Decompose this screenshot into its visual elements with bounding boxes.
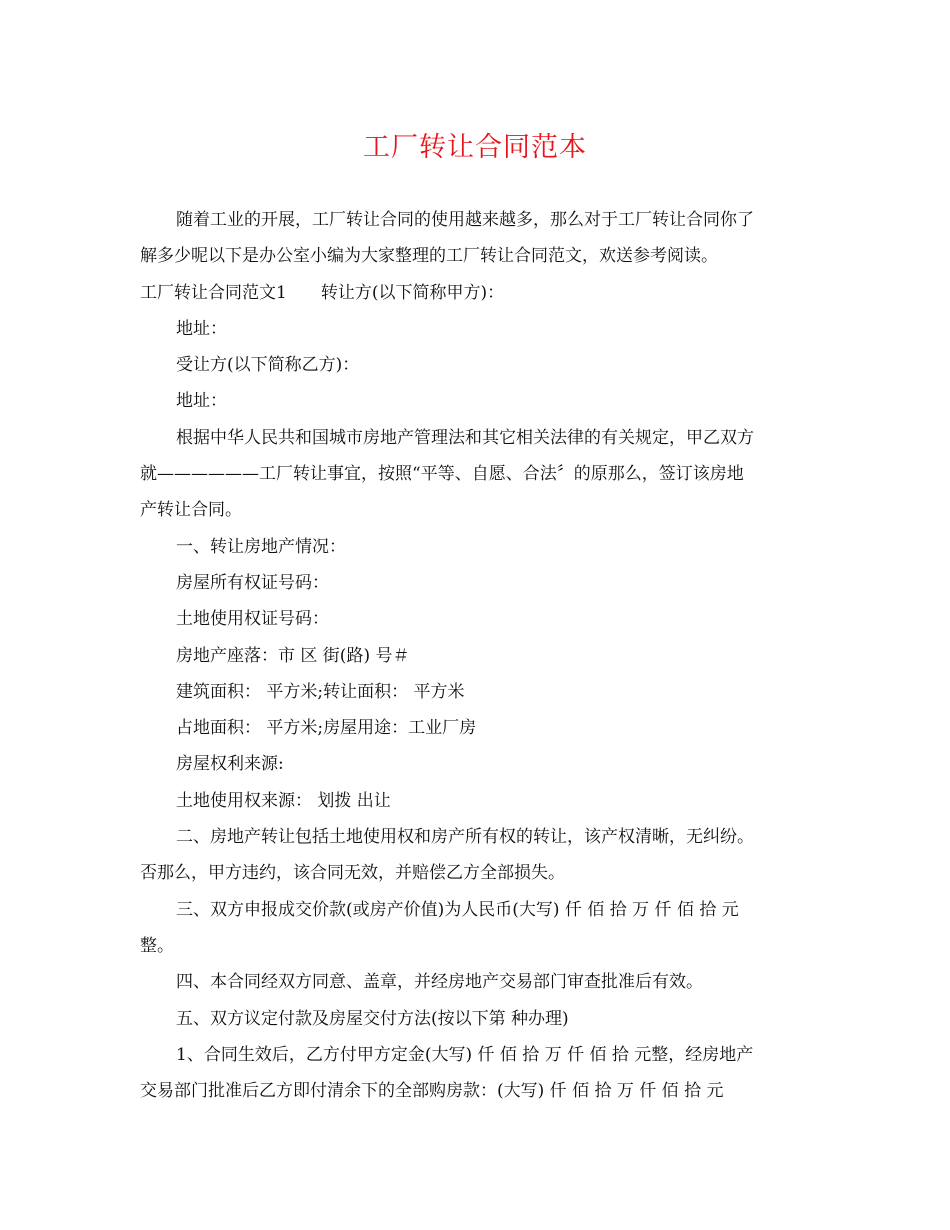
paragraph-line: 产转让合同。 bbox=[140, 500, 242, 521]
paragraph-line: 就——————工厂转让事宜，按照“平等、自愿、合法〞的原那么，签订该房地 bbox=[140, 464, 744, 485]
paragraph-line: 土地使用权来源： 划拨 出让 bbox=[176, 790, 391, 811]
paragraph-line: 一、转让房地产情况： bbox=[176, 536, 346, 557]
paragraph-line: 整。 bbox=[140, 935, 174, 956]
paragraph-line: 受让方(以下简称乙方)： bbox=[176, 355, 360, 376]
document-title: 工厂转让合同范本 bbox=[363, 132, 587, 163]
section-heading: 工厂转让合同范文1 bbox=[140, 282, 287, 303]
paragraph-line: 四、本合同经双方同意、盖章，并经房地产交易部门审查批准后有效。 bbox=[176, 972, 703, 993]
paragraph-line: 交易部门批准后乙方即付清余下的全部购房款：(大写) 仟 佰 拾 万 仟 佰 拾 元 bbox=[140, 1081, 724, 1102]
paragraph-line: 解多少呢以下是办公室小编为大家整理的工厂转让合同范文，欢送参考阅读。 bbox=[140, 246, 718, 267]
paragraph-line: 土地使用权证号码： bbox=[176, 609, 329, 630]
paragraph-line: 1、合同生效后，乙方付甲方定金(大写) 仟 佰 拾 万 仟 佰 拾 元整，经房地产 bbox=[176, 1044, 754, 1065]
paragraph-line: 房地产座落：市 区 街(路) 号＃ bbox=[176, 645, 410, 666]
paragraph-line: 地址： bbox=[176, 391, 227, 412]
paragraph-line: 占地面积： 平方米;房屋用途：工业厂房 bbox=[176, 718, 477, 739]
document-body bbox=[140, 202, 810, 1109]
paragraph-line: 否那么，甲方违约，该合同无效，并赔偿乙方全部损失。 bbox=[140, 863, 565, 884]
paragraph-line: 五、双方议定付款及房屋交付方法(按以下第 种办理) bbox=[176, 1008, 569, 1029]
paragraph-line: 随着工业的开展，工厂转让合同的使用越来越多，那么对于工厂转让合同你了 bbox=[176, 210, 754, 230]
paragraph-line bbox=[140, 275, 810, 311]
paragraph-line: 三、双方申报成交价款(或房产价值)为人民币(大写) 仟 佰 拾 万 仟 佰 拾 元 bbox=[176, 899, 739, 920]
transferor-label: 转让方(以下简称甲方)： bbox=[320, 282, 505, 303]
paragraph-line: 建筑面积： 平方米;转让面积： 平方米 bbox=[176, 681, 465, 702]
paragraph-line: 二、房地产转让包括土地使用权和房产所有权的转让，该产权清晰，无纠纷。 bbox=[176, 827, 754, 848]
paragraph-line: 地址： bbox=[176, 318, 227, 339]
paragraph-line: 房屋所有权证号码： bbox=[176, 572, 329, 593]
paragraph-line: 根据中华人民共和国城市房地产管理法和其它相关法律的有关规定，甲乙双方 bbox=[176, 427, 754, 448]
paragraph-line: 房屋权利来源: bbox=[176, 754, 284, 775]
